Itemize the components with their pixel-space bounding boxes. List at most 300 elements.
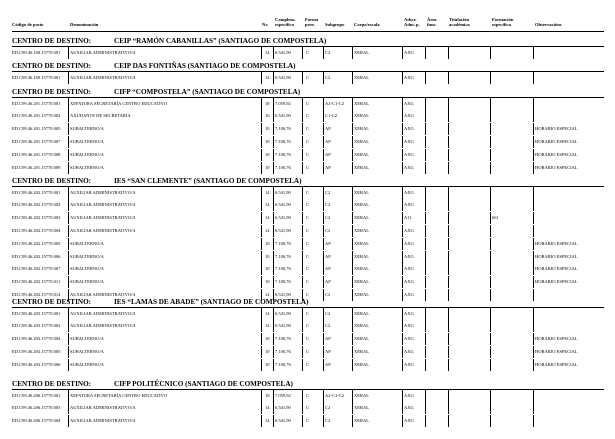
header-area-1: Área [427,17,437,23]
cell-adscricion: AXG [404,348,414,354]
section-name: CIFP POLITÉCNICO (SANTIAGO DE COMPOSTELA) [114,380,293,388]
column-divider [302,333,303,345]
column-divider [261,225,262,237]
column-divider [533,199,534,211]
column-divider [490,251,491,263]
cell-nivel: 14 [265,189,270,195]
column-divider [323,263,324,275]
column-divider [352,187,353,199]
column-divider [261,199,262,211]
column-divider [425,225,426,237]
cell-adscricion: AXG [404,336,414,342]
column-divider [273,162,274,174]
column-divider [323,390,324,402]
column-divider [273,402,274,414]
column-divider [352,149,353,161]
column-divider [425,308,426,320]
cell-subgrupo: AP [325,266,331,272]
cell-denominacion: SUBALTERNO/A [70,361,104,367]
header-corpo: Corpo/escala [354,22,380,28]
column-divider [352,263,353,275]
cell-subgrupo: C1-C2 [325,113,338,119]
column-divider [352,276,353,288]
cell-corpo: XERAL [354,100,369,106]
cell-complemento: 6.541,90 [275,405,291,411]
cell-observacions: HORARIO ESPECIAL [535,279,578,285]
column-divider [273,333,274,345]
cell-nivel: 14 [265,310,270,316]
column-divider [352,225,353,237]
column-divider [402,110,403,122]
column-divider [402,415,403,427]
cell-forma: C [306,310,310,316]
column-divider [302,238,303,250]
cell-subgrupo: AP [325,164,331,170]
cell-denominacion: SUBALTERNO/A [70,336,104,342]
column-divider [323,320,324,332]
column-divider [352,199,353,211]
column-divider [425,276,426,288]
column-divider [533,333,534,345]
column-divider [425,123,426,135]
column-divider [68,123,69,135]
column-divider [352,415,353,427]
cell-nivel: 10 [265,151,270,157]
column-divider [261,390,262,402]
column-divider [302,162,303,174]
cell-corpo: XERAL [354,126,369,132]
column-divider [261,346,262,358]
cell-adscricion: AXG [404,291,414,297]
column-divider [533,251,534,263]
column-divider [490,187,491,199]
cell-corpo: XERAL [354,151,369,157]
column-divider [261,110,262,122]
column-divider [402,212,403,224]
column-divider [68,149,69,161]
column-divider [533,72,534,84]
column-divider [402,402,403,414]
column-divider [302,72,303,84]
header-rule [12,31,604,32]
cell-subgrupo: C2 [325,202,331,208]
cell-codigo: ED.C99.46.203.15770.005 [12,348,61,354]
column-divider [533,276,534,288]
column-divider [490,72,491,84]
column-divider [533,359,534,371]
column-divider [352,359,353,371]
column-divider [302,263,303,275]
cell-nivel: 14 [265,74,270,80]
cell-observacions: HORARIO ESPECIAL [535,240,578,246]
cell-subgrupo: AP [325,126,331,132]
cell-subgrupo: AP [325,361,331,367]
cell-forma: C [306,279,310,285]
cell-denominacion: AXUDANTE DE SECRETARÍA [70,113,131,119]
column-divider [323,187,324,199]
column-divider [533,98,534,110]
column-divider [402,149,403,161]
column-divider [261,238,262,250]
cell-complemento: 7.100,76 [275,266,291,272]
column-divider [425,289,426,301]
column-divider [302,47,303,59]
column-divider [448,123,449,135]
column-divider [490,320,491,332]
cell-subgrupo: AP [325,336,331,342]
cell-forma: C [306,202,310,208]
column-divider [352,212,353,224]
header-subgrupo: Subgrupo [325,22,345,28]
column-divider [273,415,274,427]
cell-corpo: XERAL [354,279,369,285]
cell-corpo: XERAL [354,49,369,55]
column-divider [302,402,303,414]
cell-subgrupo: AP [325,348,331,354]
cell-complemento: 7.100,76 [275,138,291,144]
column-divider [490,263,491,275]
column-divider [273,225,274,237]
column-divider [490,390,491,402]
cell-subgrupo: AP [325,240,331,246]
table-row [12,359,604,371]
cell-forma: C [306,49,310,55]
column-divider [425,162,426,174]
cell-adscricion: AXG [404,126,414,132]
column-divider [273,212,274,224]
cell-adscricion: AXG [404,253,414,259]
column-divider [302,98,303,110]
column-divider [448,162,449,174]
column-divider [490,149,491,161]
header-codigo: Código de posto [12,22,44,28]
header-adscricion-2: Adm. p. [404,22,420,28]
column-divider [490,199,491,211]
column-divider [68,333,69,345]
column-divider [402,98,403,110]
column-divider [448,402,449,414]
column-divider [533,149,534,161]
column-divider [352,238,353,250]
cell-subgrupo: A2-C1-C2 [325,392,344,398]
column-divider [302,308,303,320]
column-divider [273,359,274,371]
column-divider [352,72,353,84]
cell-corpo: XERAL [354,336,369,342]
column-divider [448,225,449,237]
column-divider [490,98,491,110]
cell-adscricion: AXG [404,310,414,316]
cell-nivel: 14 [265,323,270,329]
column-divider [68,263,69,275]
cell-adscricion: AXG [404,405,414,411]
column-divider [533,390,534,402]
column-divider [402,308,403,320]
header-forma-2: prov. [305,22,315,28]
header-observacions: Observacións [535,22,562,28]
section-label: CENTRO DE DESTINO: [12,37,92,45]
cell-codigo: ED.C99.46.203.15770.004 [12,336,61,342]
table-row [12,263,604,275]
cell-observacions: HORARIO ESPECIAL [535,361,578,367]
column-divider [533,225,534,237]
cell-corpo: XERAL [354,138,369,144]
column-divider [273,390,274,402]
column-divider [448,320,449,332]
table-row [12,187,604,199]
table-row [12,136,604,148]
cell-nivel: 14 [265,215,270,221]
table-row [12,123,604,135]
column-divider [425,238,426,250]
cell-nivel: 10 [265,253,270,259]
column-divider [323,415,324,427]
column-divider [68,72,69,84]
column-divider [302,110,303,122]
table-row [12,390,604,402]
cell-codigo: ED.C99.46.206.15770.001 [12,392,61,398]
table-row [12,212,604,224]
cell-complemento: 6.541,90 [275,227,291,233]
column-divider [425,47,426,59]
cell-corpo: XERAL [354,348,369,354]
column-divider [261,212,262,224]
table-row [12,308,604,320]
column-divider [402,136,403,148]
column-divider [448,289,449,301]
column-divider [352,346,353,358]
header-formacion-1: Formación [492,17,514,23]
cell-adscricion: AXG [404,240,414,246]
header-nivel: Nv. [262,22,269,28]
column-divider [490,359,491,371]
cell-denominacion: AUXILIAR ADMINISTRATIVO/A [70,49,136,55]
column-divider [425,187,426,199]
column-divider [402,199,403,211]
column-divider [533,162,534,174]
cell-codigo: ED.C99.46.168.15770.001 [12,49,61,55]
column-divider [425,149,426,161]
table-row [12,199,604,211]
column-divider [352,402,353,414]
header-adscricion-1: Adscr. [404,17,417,23]
column-divider [533,238,534,250]
column-divider [490,136,491,148]
table-row [12,72,604,84]
column-divider [448,346,449,358]
cell-codigo: ED.C99.46.202.15770.011 [12,279,61,285]
section-name: CEIP DAS FONTIÑAS (SANTIAGO DE COMPOSTELA) [114,62,296,70]
cell-nivel: 14 [265,49,270,55]
cell-observacions: HORARIO ESPECIAL [535,151,578,157]
column-divider [323,346,324,358]
column-divider [448,199,449,211]
column-divider [402,162,403,174]
table-row [12,225,604,237]
column-divider [68,359,69,371]
column-divider [402,390,403,402]
column-divider [402,238,403,250]
column-divider [533,289,534,301]
column-divider [323,276,324,288]
cell-codigo: ED.C99.46.202.15770.007 [12,266,61,272]
column-divider [261,402,262,414]
cell-nivel: 10 [265,279,270,285]
cell-forma: C [306,126,310,132]
column-divider [302,346,303,358]
column-divider [323,359,324,371]
cell-nivel: 10 [265,266,270,272]
cell-codigo: ED.C99.46.169.15770.001 [12,74,61,80]
cell-subgrupo: C2 [325,74,331,80]
cell-complemento: 7.059,92 [275,392,291,398]
column-divider [261,187,262,199]
table-row [12,415,604,427]
column-divider [261,276,262,288]
table-row [12,149,604,161]
header-titulacion-1: Titulación [449,17,470,23]
cell-denominacion: SUBALTERNO/A [70,126,104,132]
column-divider [302,276,303,288]
cell-observacions: HORARIO ESPECIAL [535,126,578,132]
cell-forma: C [306,151,310,157]
column-divider [273,238,274,250]
column-divider [68,110,69,122]
column-divider [261,47,262,59]
cell-nivel: 14 [265,227,270,233]
section-label: CENTRO DE DESTINO: [12,380,92,388]
cell-nivel: 14 [265,291,270,297]
column-divider [448,187,449,199]
column-divider [490,162,491,174]
cell-formacion: 661 [492,215,499,221]
cell-complemento: 6.541,90 [275,310,291,316]
column-divider [323,110,324,122]
column-divider [533,47,534,59]
column-divider [323,289,324,301]
table-row [12,320,604,332]
header-complemento-2: específico [275,22,294,28]
column-divider [302,359,303,371]
table-row [12,110,604,122]
column-divider [68,225,69,237]
cell-codigo: ED.C99.46.201.15770.005 [12,126,61,132]
column-divider [68,212,69,224]
column-divider [352,289,353,301]
cell-nivel: 16 [265,113,270,119]
cell-complemento: 7.100,76 [275,361,291,367]
cell-forma: C [306,138,310,144]
column-divider [352,47,353,59]
cell-denominacion: SUBALTERNO/A [70,348,104,354]
column-divider [68,402,69,414]
column-divider [273,47,274,59]
cell-adscricion: AXG [404,74,414,80]
cell-codigo: ED.C99.46.206.15770.004 [12,418,61,424]
table-row [12,162,604,174]
cell-denominacion: AUXILIAR ADMINISTRATIVO/A [70,323,136,329]
column-divider [273,123,274,135]
column-divider [68,320,69,332]
cell-complemento: 7.100,76 [275,151,291,157]
column-divider [302,187,303,199]
cell-observacions: HORARIO ESPECIAL [535,138,578,144]
column-divider [490,346,491,358]
cell-nivel: 10 [265,240,270,246]
cell-subgrupo: C2 [325,291,331,297]
cell-nivel: 10 [265,361,270,367]
cell-codigo: ED.C99.46.203.15770.001 [12,310,61,316]
cell-complemento: 7.100,76 [275,279,291,285]
table-row [12,98,604,110]
column-divider [323,47,324,59]
column-divider [323,98,324,110]
column-divider [302,415,303,427]
column-divider [425,263,426,275]
column-divider [323,162,324,174]
column-divider [323,225,324,237]
column-divider [323,238,324,250]
cell-codigo: ED.C99.46.202.15770.003 [12,215,61,221]
cell-codigo: ED.C99.46.201.15770.002 [12,113,61,119]
column-divider [448,276,449,288]
column-divider [352,136,353,148]
column-divider [425,415,426,427]
cell-complemento: 6.541,90 [275,202,291,208]
column-divider [533,212,534,224]
column-divider [402,225,403,237]
cell-adscricion: AXG [404,227,414,233]
column-divider [402,123,403,135]
cell-complemento: 7.100,76 [275,126,291,132]
cell-codigo: ED.C99.46.202.15770.014 [12,291,61,297]
cell-adscricion: AXG [404,189,414,195]
cell-denominacion: AUXILIAR ADMINISTRATIVO/A [70,189,136,195]
section-name: CEIP “RAMÓN CABANILLAS” (SANTIAGO DE COMPOSTELA) [114,37,327,45]
column-divider [68,415,69,427]
column-divider [425,199,426,211]
column-divider [261,149,262,161]
column-divider [402,251,403,263]
cell-forma: C [306,291,310,297]
cell-forma: C [306,189,310,195]
column-divider [448,98,449,110]
column-divider [68,98,69,110]
column-divider [533,402,534,414]
cell-forma: C [306,240,310,246]
column-divider [302,225,303,237]
column-divider [352,251,353,263]
column-divider [402,333,403,345]
column-divider [323,251,324,263]
column-divider [448,212,449,224]
section-label: CENTRO DE DESTINO: [12,62,92,70]
cell-codigo: ED.C99.46.202.15770.002 [12,202,61,208]
cell-subgrupo: AP [325,253,331,259]
cell-subgrupo: C2 [325,189,331,195]
column-divider [352,110,353,122]
cell-complemento: 6.541,90 [275,49,291,55]
column-divider [490,110,491,122]
section-label: CENTRO DE DESTINO: [12,88,92,96]
column-divider [533,136,534,148]
cell-corpo: XERAL [354,392,369,398]
cell-forma: C [306,164,310,170]
column-divider [302,199,303,211]
column-divider [261,359,262,371]
cell-codigo: ED.C99.46.202.15770.001 [12,189,61,195]
cell-nivel: 10 [265,126,270,132]
